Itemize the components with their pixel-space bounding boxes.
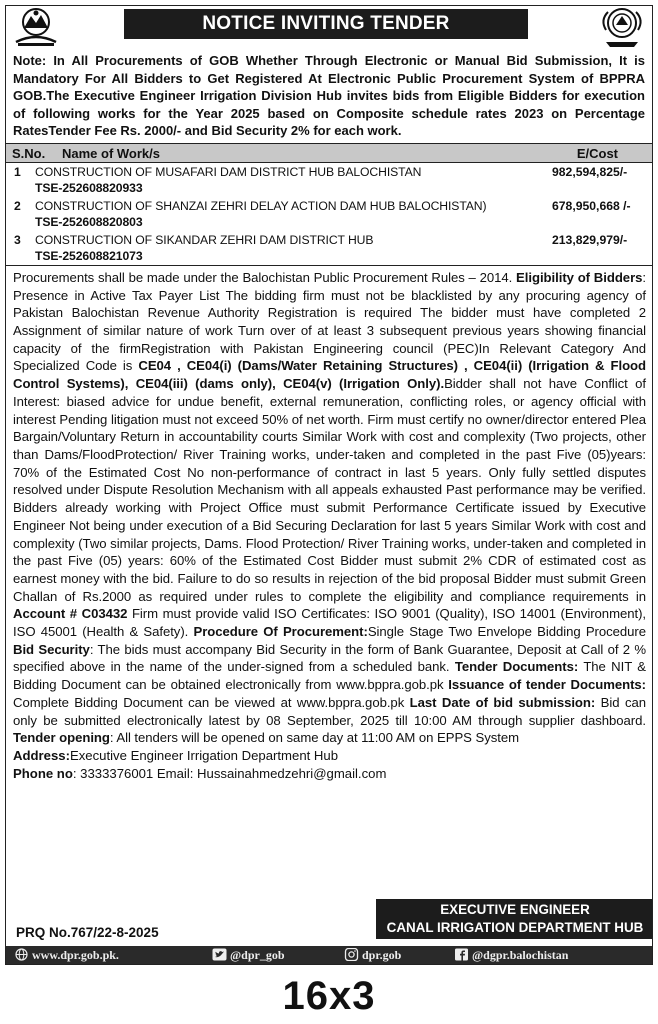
notice-title: NOTICE INVITING TENDER [124,9,528,39]
conditions-text: : All tenders will be opened on same day at 11:00 AM on EPPS System [109,730,520,746]
tender-conditions [6,266,652,747]
row-work-name: CONSTRUCTION OF SHANZAI ZEHRI DELAY ACTION DAM HUB BALOCHISTAN) [35,198,487,213]
works-table [6,143,652,266]
row-cost: 982,594,825/- [552,164,628,179]
address-text: Executive Engineer Irrigation Department Hub [69,747,339,763]
last-date-heading: Last Date of bid submission: [409,694,596,710]
row-sno: 3 [14,232,21,247]
row-sno: 1 [14,164,21,179]
instagram-handle: dpr.gob [362,948,402,962]
row-cost: 213,829,979/- [552,232,628,247]
procedure-heading: Procedure Of Procurement: [193,624,368,640]
row-tse: TSE-252608820933 [35,180,143,195]
twitter-handle: @dpr_gob [230,948,285,962]
conditions-text: Single Stage Two Envelope Bidding Procedure [367,624,646,640]
signatory-title: EXECUTIVE ENGINEER [440,902,590,917]
header-cost: E/Cost [576,145,618,161]
signatory-box [376,899,653,939]
footer-instagram[interactable] [344,946,401,964]
account-number: Account # C03432 [13,606,128,622]
globe-icon [14,948,29,961]
prq-number: PRQ No.767/22-8-2025 [16,925,159,940]
conditions-text: The NIT & Bidding Document can be obtained electronically from www.bppra.gob.pk [13,659,647,693]
table-row [6,231,652,265]
tender-notice [5,5,653,965]
eligibility-heading: Eligibility of Bidders [516,269,643,285]
signatory-department: CANAL IRRIGATION DEPARTMENT HUB [386,920,644,935]
conditions-text: : Presence in Active Tax Payer List The bidding firm must not be blacklisted by any procuring agency of Pakistan Balochistan Revenue Authority Registration is required The bidder must have completed 2 Assignment of similar nature of work Turn over of at least 3 subsequent previous years showing financial capacity of the firmRegistration with Pakistan Engineering council (PEC)In Relevant Category And Specialized Code is [13,269,646,374]
row-tse: TSE-252608820803 [35,214,143,229]
pec-codes: CE04 , CE04(i) (Dams/Water Retaining Structures) , CE04(ii) (Irrigation & Flood Control Systems), CE04(iii) (dams only), CE04(v) (Irrigation Only). [13,358,647,392]
government-seal-icon [594,6,650,48]
tender-opening-heading: Tender opening [13,730,110,746]
row-work-name: CONSTRUCTION OF MUSAFARI DAM DISTRICT HUB BALOCHISTAN [35,164,422,179]
row-work-name: CONSTRUCTION OF SIKANDAR ZEHRI DAM DISTRICT HUB [35,232,374,247]
twitter-icon [212,948,227,961]
footer-twitter[interactable] [212,946,285,964]
header-name: Name of Work/s [62,145,161,161]
facebook-handle: @dgpr.balochistan [472,948,569,962]
conditions-text: Firm must provide valid ISO Certificates: ISO 9001 (Quality), ISO 14001 (Environment), ISO 45001 (Health & Safety). [13,606,647,640]
instagram-icon [344,948,359,961]
header-sno: S.No. [12,145,46,161]
conditions-text: Complete Bidding Document can be viewed at www.bppra.gob.pk [13,694,410,710]
website-text: www.dpr.gob.pk. [32,948,119,962]
table-row [6,197,652,231]
ad-size-label: 16x3 [282,974,376,1018]
bid-security-heading: Bid Security [13,641,90,657]
notice-header [6,6,652,48]
conditions-text: Bidder shall not have Conflict of Interest: biased advice for undue benefit, external remuneration, conflicting roles, or agency official with interest Pending litigation must not exceed 50% of net worth. Firm must certify no owner/director entered Plea Bargain/Voluntary Return in accountability courts Similar Work with cost and complexity (Two projects, other than Dams/FloodProtection/ River Training works, under-taken and completed in the past Five (05)years: 70% of the Estimated Cost No non-performance of contract in last 5 years. Only fully settled disputes resolved under Dispute Resolution Mechanism with all appeals exhausted Past performance may be verified. Bidders already working with Project Office must submit Performance Certificate issued by Executive Engineer Not being under execution of a Bid Securing Declaration for last 5 years Similar Work with cost and complexity (Two similar projects, Dams. Flood Protection/ River Training works, under-taken and completed in the past Five (05) years: 60% of the Estimated Cost Bidder must submit 2% CDR of estimated cost as earnest money with the bid. Failure to do so results in rejection of the bid proposal Bidder must submit Green Challan of Rs.2000 as required under rules to complete the eligibility and compliance requirements in [13,376,646,604]
issuance-heading: Issuance of tender Documents: [448,677,646,693]
table-row [6,163,652,197]
conditions-text: : The bids must accompany Bid Security in the form of Bank Guarantee, Deposit at Call of 2 % specified above in the name of the under-signed from a scheduled bank. [13,641,646,675]
footer-social-bar [6,946,653,964]
tender-documents-heading: Tender Documents: [454,659,579,675]
table-header [6,144,652,163]
address-label: Address: [13,747,70,763]
footer-facebook[interactable] [454,946,568,964]
phone-email-text: : 3333376001 Email: Hussainahmedzehri@gmail.com [72,765,387,781]
conditions-text: Bid can only be submitted electronically latest by 08 September, 2025 till 10:00 AM through supplier dashboard. [13,694,646,728]
facebook-icon [454,948,469,961]
registration-note: Note: In All Procurements of GOB Whether Through Electronic or Manual Bid Submission, It is Mandatory For All Bidders to Get Registered At Electronic Public Procurement System of BPPRA GOB.The Executive Engineer Irrigation Division Hub invites bids from Eligible Bidders for execution of following works for the Year 2025 based on Composite schedule rates 2023 on Percentage RatesTender Fee Rs. 2000/- and Bid Security 2% for each work. [13,53,645,139]
conditions-text: Procurements shall be made under the Balochistan Public Procurement Rules – 2014. [13,269,517,285]
row-tse: TSE-252608821073 [35,248,143,263]
balochistan-emblem-icon [8,6,64,48]
phone-label: Phone no [13,765,73,781]
row-sno: 2 [14,198,21,213]
footer-website[interactable] [14,946,119,964]
contact-details [6,747,652,782]
row-cost: 678,950,668 /- [552,198,631,213]
